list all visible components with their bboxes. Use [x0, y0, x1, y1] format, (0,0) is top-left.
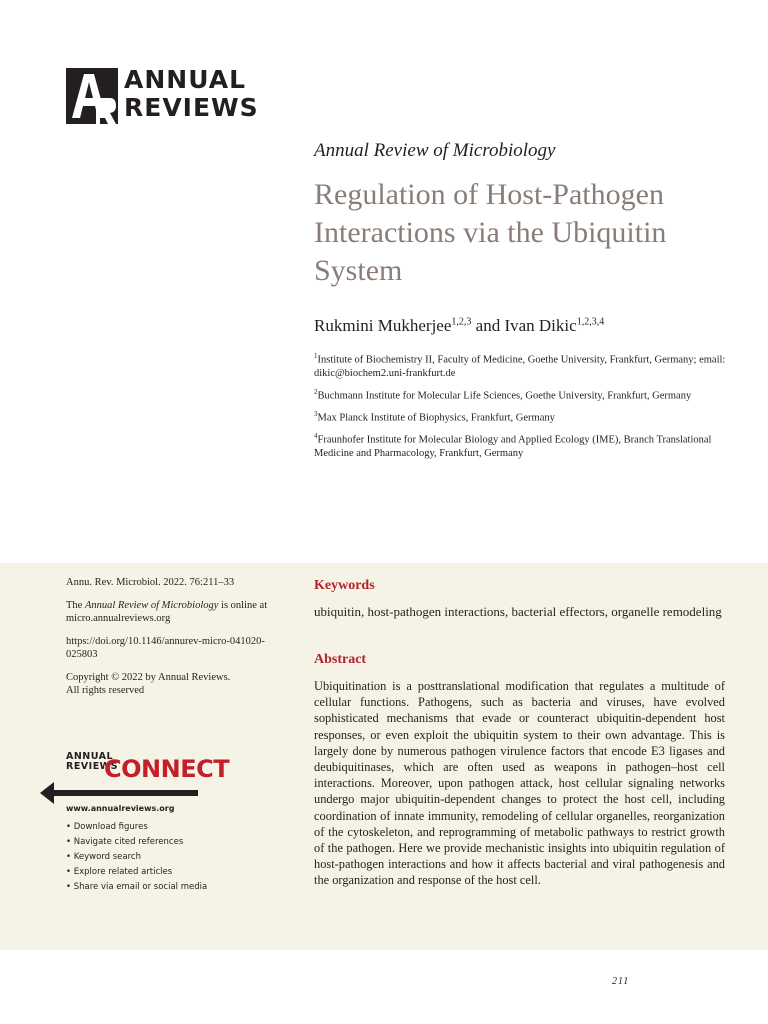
online-line: The Annual Review of Microbiology is online at micro.annualreviews.org [66, 600, 268, 624]
connect-url[interactable]: www.annualreviews.org [66, 804, 175, 813]
author-joiner: and [471, 316, 505, 335]
logo-line-reviews: REVIEWS [124, 93, 259, 122]
affiliation-item: $^4$Fraunhofer Institute for Molecular Biology and Applied Ecology (IME), Branch Translational Medicine and Pharmacology, Frankfurt, Germany [314, 431, 712, 459]
doi-link[interactable]: https://doi.org/10.1146/annurev-micro-041020-025803 [66, 636, 265, 660]
connect-brand: CONNECT [104, 755, 230, 783]
ar-logo-icon [66, 68, 118, 124]
abstract-text: Ubiquitination is a posttranslational modification that regulates a multitude of cellular functions. Pathogens, such as bacteria and viruses, have evolved sophisticated mechanisms that evade or counteract ubiquitin-dependent host responses, or even exploit the ubiquitin system to their own advantage. This is largely done by numerous pathogen virulence factors that encode E3 ligases and deubiquitinases, which are often used as weapons in pathogen–host cell interactions. Moreover, upon pathogen attack, host cellular signaling networks undergo major ubiquitin-dependent changes to protect the host cell, including coordination of innate immunity, remodeling of cellular organelles, reorganization of the cytoskeleton, and reprogramming of metabolic pathways to restrict growth of the pathogen. Here we provide mechanistic insights into ubiquitin regulation of host-pathogen interactions and how it affects bacterial and viral pathogenesis and the organization and response of the host cell. [314, 679, 725, 888]
author-affil-sup: 1,2,3,4 [576, 316, 605, 328]
abstract-heading: Abstract [314, 652, 367, 667]
article-title: Regulation of Host-Pathogen Interactions via the Ubiquitin System [314, 178, 667, 287]
author-affil-sup: 1,2,3 [451, 316, 472, 328]
logo-line-annual: ANNUAL [124, 65, 247, 94]
affiliations [314, 350, 734, 465]
affiliation-item: $^1$Institute of Biochemistry II, Faculty of Medicine, Goethe University, Frankfurt, Germany; email: dikic@biochem2.uni-frankfurt.de [314, 352, 726, 379]
affiliation-item: $^3$Max Planck Institute of Biophysics, Frankfurt, Germany [314, 409, 555, 423]
keywords-heading: Keywords [314, 578, 375, 593]
author-name: Ivan Dikic [504, 316, 577, 335]
keywords-text: ubiquitin, host-pathogen interactions, bacterial effectors, organelle remodeling [314, 604, 722, 619]
author-list [314, 316, 604, 336]
author-name: Rukmini Mukherjee [314, 316, 452, 335]
list-item: • Navigate cited references [66, 835, 207, 850]
list-item: • Download figures [66, 820, 207, 835]
citation-line: Annu. Rev. Microbiol. 2022. 76:211–33 [66, 577, 235, 588]
connect-wordmark: ANNUAL REVIEWS [66, 751, 119, 772]
annual-reviews-connect-box[interactable] [40, 751, 230, 902]
arrow-left-icon [40, 782, 200, 804]
list-item: • Explore related articles [66, 865, 207, 880]
citation-meta [66, 576, 286, 707]
journal-name: Annual Review of Microbiology [314, 140, 556, 161]
connect-feature-list [66, 820, 207, 895]
list-item: • Share via email or social media [66, 880, 207, 895]
affiliation-item: $^2$Buchmann Institute for Molecular Life Sciences, Goethe University, Frankfurt, Germany [314, 387, 692, 401]
annual-reviews-logo [66, 65, 266, 126]
page-number: 211 [612, 976, 630, 987]
list-item: • Keyword search [66, 850, 207, 865]
copyright-line: Copyright © 2022 by Annual Reviews. All rights reserved [66, 672, 231, 696]
